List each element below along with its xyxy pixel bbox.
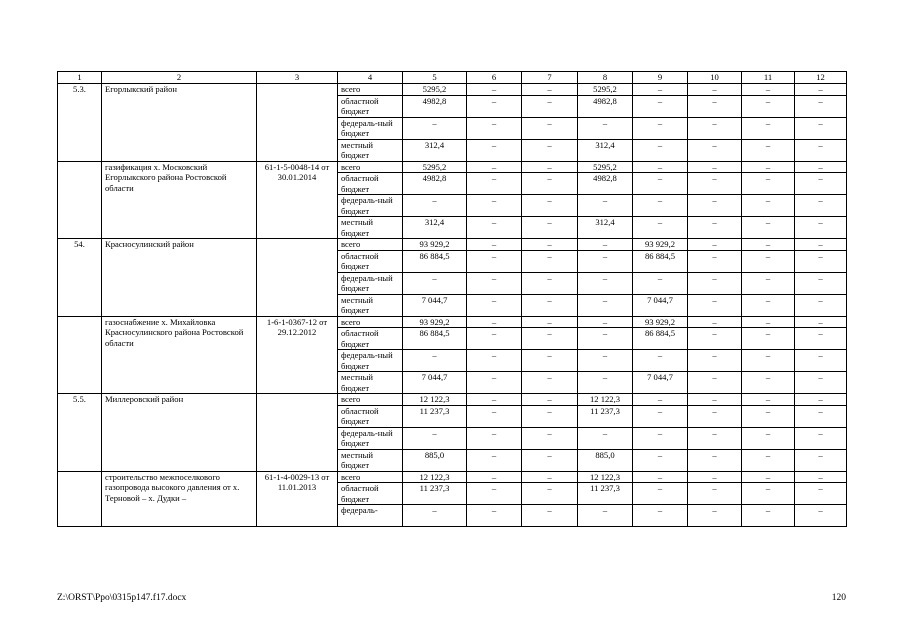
amount-cell: 12 122,3 (403, 471, 467, 483)
column-number-row (58, 72, 847, 84)
amount-cell: 11 237,3 (403, 483, 467, 505)
amount-cell: – (578, 272, 633, 294)
amount-cell: – (742, 294, 795, 316)
amount-cell: – (403, 427, 467, 449)
amount-cell: – (467, 350, 522, 372)
amount-cell: – (633, 483, 688, 505)
funding-source: областной бюджет (338, 95, 403, 117)
amount-cell: – (688, 505, 742, 527)
table-row (58, 84, 847, 96)
funding-source: областной бюджет (338, 250, 403, 272)
column-number: 7 (522, 72, 578, 84)
amount-cell: – (795, 84, 847, 96)
amount-cell: – (403, 272, 467, 294)
amount-cell: 93 929,2 (633, 239, 688, 251)
amount-cell: – (795, 449, 847, 471)
item-name: строительство межпоселкового газопровода высокого давления от х. Терновой – х. Дудки – (102, 471, 257, 527)
amount-cell: – (795, 250, 847, 272)
funding-source: областной бюджет (338, 405, 403, 427)
funding-source: местный бюджет (338, 139, 403, 161)
item-name: Миллеровский район (102, 394, 257, 472)
column-number: 12 (795, 72, 847, 84)
amount-cell: – (467, 372, 522, 394)
amount-cell: 5295,2 (578, 84, 633, 96)
amount-cell: – (742, 372, 795, 394)
amount-cell: – (742, 217, 795, 239)
item-document-code (257, 84, 338, 162)
amount-cell: – (633, 405, 688, 427)
column-number: 4 (338, 72, 403, 84)
amount-cell: – (795, 372, 847, 394)
amount-cell: – (467, 239, 522, 251)
amount-cell: – (742, 394, 795, 406)
amount-cell: 11 237,3 (578, 483, 633, 505)
amount-cell: – (795, 272, 847, 294)
amount-cell: – (688, 239, 742, 251)
amount-cell: – (522, 471, 578, 483)
amount-cell: – (742, 173, 795, 195)
amount-cell: – (742, 239, 795, 251)
amount-cell: – (467, 405, 522, 427)
funding-source: всего (338, 471, 403, 483)
amount-cell: – (688, 394, 742, 406)
column-number: 1 (58, 72, 102, 84)
amount-cell: – (467, 161, 522, 173)
item-number (58, 471, 102, 527)
funding-source: местный бюджет (338, 217, 403, 239)
item-name: газоснабжение х. Михайловка Красносулинского района Ростовской области (102, 316, 257, 394)
amount-cell: – (522, 84, 578, 96)
funding-source: федераль-ный бюджет (338, 427, 403, 449)
amount-cell: – (522, 95, 578, 117)
amount-cell: 885,0 (578, 449, 633, 471)
amount-cell: – (578, 350, 633, 372)
amount-cell: – (688, 471, 742, 483)
amount-cell: – (795, 316, 847, 328)
amount-cell: 312,4 (403, 139, 467, 161)
amount-cell: – (795, 139, 847, 161)
amount-cell: – (467, 117, 522, 139)
amount-cell: 5295,2 (403, 84, 467, 96)
item-name: газификация х. Московский Егорлыкского района Ростовской области (102, 161, 257, 239)
amount-cell: – (688, 250, 742, 272)
column-number: 2 (102, 72, 257, 84)
amount-cell: – (522, 405, 578, 427)
amount-cell: – (633, 217, 688, 239)
amount-cell: – (522, 195, 578, 217)
amount-cell: – (467, 449, 522, 471)
item-document-code: 1-6-1-0367-12 от 29.12.2012 (257, 316, 338, 394)
budget-table (57, 71, 847, 527)
amount-cell: – (633, 161, 688, 173)
amount-cell: – (578, 372, 633, 394)
amount-cell: – (403, 117, 467, 139)
amount-cell: – (522, 505, 578, 527)
amount-cell: 86 884,5 (633, 250, 688, 272)
amount-cell: 7 044,7 (633, 294, 688, 316)
item-number: 54. (58, 239, 102, 317)
amount-cell: – (795, 95, 847, 117)
funding-source: областной бюджет (338, 173, 403, 195)
amount-cell: – (742, 117, 795, 139)
amount-cell: – (688, 195, 742, 217)
amount-cell: – (633, 84, 688, 96)
amount-cell: – (688, 272, 742, 294)
table-row (58, 316, 847, 328)
amount-cell: – (467, 316, 522, 328)
funding-source: всего (338, 161, 403, 173)
amount-cell: – (467, 139, 522, 161)
amount-cell: – (522, 328, 578, 350)
amount-cell: 885,0 (403, 449, 467, 471)
amount-cell: 4982,8 (578, 173, 633, 195)
item-number: 5.3. (58, 84, 102, 162)
amount-cell: – (688, 427, 742, 449)
amount-cell: – (795, 161, 847, 173)
amount-cell: – (742, 195, 795, 217)
amount-cell: – (742, 449, 795, 471)
amount-cell: – (522, 217, 578, 239)
amount-cell: – (578, 195, 633, 217)
amount-cell: – (467, 394, 522, 406)
amount-cell: 86 884,5 (403, 328, 467, 350)
funding-source: областной бюджет (338, 328, 403, 350)
amount-cell: – (633, 427, 688, 449)
funding-source: федераль-ный бюджет (338, 117, 403, 139)
amount-cell: – (742, 505, 795, 527)
amount-cell: – (688, 95, 742, 117)
amount-cell: – (688, 139, 742, 161)
amount-cell: – (688, 161, 742, 173)
funding-source: федераль-ный бюджет (338, 272, 403, 294)
amount-cell: – (633, 195, 688, 217)
amount-cell: – (522, 316, 578, 328)
item-name: Красносулинский район (102, 239, 257, 317)
amount-cell: – (688, 294, 742, 316)
amount-cell: – (522, 427, 578, 449)
amount-cell: – (522, 372, 578, 394)
amount-cell: – (742, 471, 795, 483)
amount-cell: – (742, 427, 795, 449)
amount-cell: 93 929,2 (403, 316, 467, 328)
funding-source: местный бюджет (338, 372, 403, 394)
column-number: 8 (578, 72, 633, 84)
column-number: 6 (467, 72, 522, 84)
amount-cell: – (578, 328, 633, 350)
amount-cell: – (688, 483, 742, 505)
table-row (58, 394, 847, 406)
amount-cell: – (467, 483, 522, 505)
funding-source: областной бюджет (338, 483, 403, 505)
amount-cell: – (467, 250, 522, 272)
amount-cell: – (522, 139, 578, 161)
amount-cell: – (467, 95, 522, 117)
amount-cell: – (467, 173, 522, 195)
amount-cell: – (633, 173, 688, 195)
amount-cell: – (578, 294, 633, 316)
amount-cell: – (795, 471, 847, 483)
amount-cell: – (578, 250, 633, 272)
amount-cell: – (467, 471, 522, 483)
amount-cell: – (795, 483, 847, 505)
amount-cell: – (633, 471, 688, 483)
amount-cell: – (688, 372, 742, 394)
amount-cell: – (742, 84, 795, 96)
amount-cell: – (688, 117, 742, 139)
funding-source: всего (338, 239, 403, 251)
amount-cell: – (403, 505, 467, 527)
amount-cell: 312,4 (403, 217, 467, 239)
amount-cell: – (688, 405, 742, 427)
column-number: 11 (742, 72, 795, 84)
amount-cell: – (522, 350, 578, 372)
amount-cell: – (633, 139, 688, 161)
funding-source: федераль-ный бюджет (338, 195, 403, 217)
table-row (58, 471, 847, 483)
amount-cell: – (795, 394, 847, 406)
amount-cell: – (742, 139, 795, 161)
amount-cell: – (578, 316, 633, 328)
amount-cell: – (578, 427, 633, 449)
amount-cell: – (467, 427, 522, 449)
amount-cell: – (688, 217, 742, 239)
amount-cell: – (688, 350, 742, 372)
column-number: 9 (633, 72, 688, 84)
amount-cell: – (688, 328, 742, 350)
funding-source: местный бюджет (338, 449, 403, 471)
amount-cell: – (742, 405, 795, 427)
amount-cell: – (742, 316, 795, 328)
amount-cell: – (578, 505, 633, 527)
item-document-code (257, 239, 338, 317)
amount-cell: 11 237,3 (403, 405, 467, 427)
funding-source: федераль- (338, 505, 403, 527)
footer-file-path: Z:\ORST\Ppo\0315p147.f17.docx (57, 593, 187, 603)
amount-cell: – (742, 272, 795, 294)
amount-cell: 4982,8 (403, 95, 467, 117)
item-document-code: 61-1-5-0048-14 от 30.01.2014 (257, 161, 338, 239)
amount-cell: – (742, 328, 795, 350)
column-number: 5 (403, 72, 467, 84)
amount-cell: – (522, 294, 578, 316)
amount-cell: – (522, 449, 578, 471)
amount-cell: – (795, 328, 847, 350)
amount-cell: – (688, 449, 742, 471)
amount-cell: – (795, 217, 847, 239)
amount-cell: – (522, 239, 578, 251)
amount-cell: – (633, 505, 688, 527)
amount-cell: 5295,2 (578, 161, 633, 173)
amount-cell: – (467, 84, 522, 96)
amount-cell: – (742, 250, 795, 272)
amount-cell: 312,4 (578, 139, 633, 161)
amount-cell: – (522, 117, 578, 139)
amount-cell: – (522, 173, 578, 195)
amount-cell: – (467, 294, 522, 316)
amount-cell: 12 122,3 (403, 394, 467, 406)
amount-cell: – (633, 350, 688, 372)
amount-cell: – (522, 250, 578, 272)
amount-cell: 93 929,2 (403, 239, 467, 251)
funding-source: федераль-ный бюджет (338, 350, 403, 372)
column-number: 10 (688, 72, 742, 84)
amount-cell: – (467, 195, 522, 217)
item-number (58, 316, 102, 394)
amount-cell: 4982,8 (403, 173, 467, 195)
item-document-code (257, 394, 338, 472)
item-name: Егорлыкский район (102, 84, 257, 162)
amount-cell: – (742, 95, 795, 117)
amount-cell: – (522, 272, 578, 294)
amount-cell: 7 044,7 (403, 294, 467, 316)
amount-cell: – (633, 95, 688, 117)
amount-cell: – (742, 483, 795, 505)
amount-cell: – (742, 350, 795, 372)
amount-cell: 12 122,3 (578, 394, 633, 406)
funding-source: всего (338, 394, 403, 406)
amount-cell: – (578, 239, 633, 251)
funding-source: всего (338, 84, 403, 96)
amount-cell: – (795, 195, 847, 217)
amount-cell: 11 237,3 (578, 405, 633, 427)
item-number: 5.5. (58, 394, 102, 472)
amount-cell: – (403, 350, 467, 372)
amount-cell: 7 044,7 (633, 372, 688, 394)
amount-cell: – (467, 328, 522, 350)
amount-cell: – (795, 239, 847, 251)
amount-cell: – (795, 117, 847, 139)
amount-cell: – (795, 427, 847, 449)
amount-cell: – (467, 505, 522, 527)
amount-cell: – (522, 161, 578, 173)
amount-cell: – (795, 294, 847, 316)
amount-cell: 5295,2 (403, 161, 467, 173)
amount-cell: – (688, 84, 742, 96)
amount-cell: – (795, 350, 847, 372)
item-document-code: 61-1-4-0029-13 от 11.01.2013 (257, 471, 338, 527)
amount-cell: – (578, 117, 633, 139)
table-row (58, 161, 847, 173)
amount-cell: – (467, 217, 522, 239)
amount-cell: 312,4 (578, 217, 633, 239)
funding-source: всего (338, 316, 403, 328)
amount-cell: 93 929,2 (633, 316, 688, 328)
amount-cell: – (633, 394, 688, 406)
amount-cell: – (522, 394, 578, 406)
amount-cell: – (467, 272, 522, 294)
amount-cell: 4982,8 (578, 95, 633, 117)
amount-cell: – (795, 173, 847, 195)
amount-cell: – (688, 316, 742, 328)
amount-cell: – (688, 173, 742, 195)
funding-source: местный бюджет (338, 294, 403, 316)
amount-cell: – (633, 272, 688, 294)
amount-cell: 86 884,5 (403, 250, 467, 272)
footer-page-number: 120 (831, 593, 846, 603)
amount-cell: – (403, 195, 467, 217)
amount-cell: – (633, 449, 688, 471)
table-row (58, 239, 847, 251)
amount-cell: 86 884,5 (633, 328, 688, 350)
item-number (58, 161, 102, 239)
amount-cell: – (522, 483, 578, 505)
amount-cell: – (633, 117, 688, 139)
amount-cell: 12 122,3 (578, 471, 633, 483)
amount-cell: – (742, 161, 795, 173)
amount-cell: – (795, 505, 847, 527)
amount-cell: – (795, 405, 847, 427)
column-number: 3 (257, 72, 338, 84)
amount-cell: 7 044,7 (403, 372, 467, 394)
